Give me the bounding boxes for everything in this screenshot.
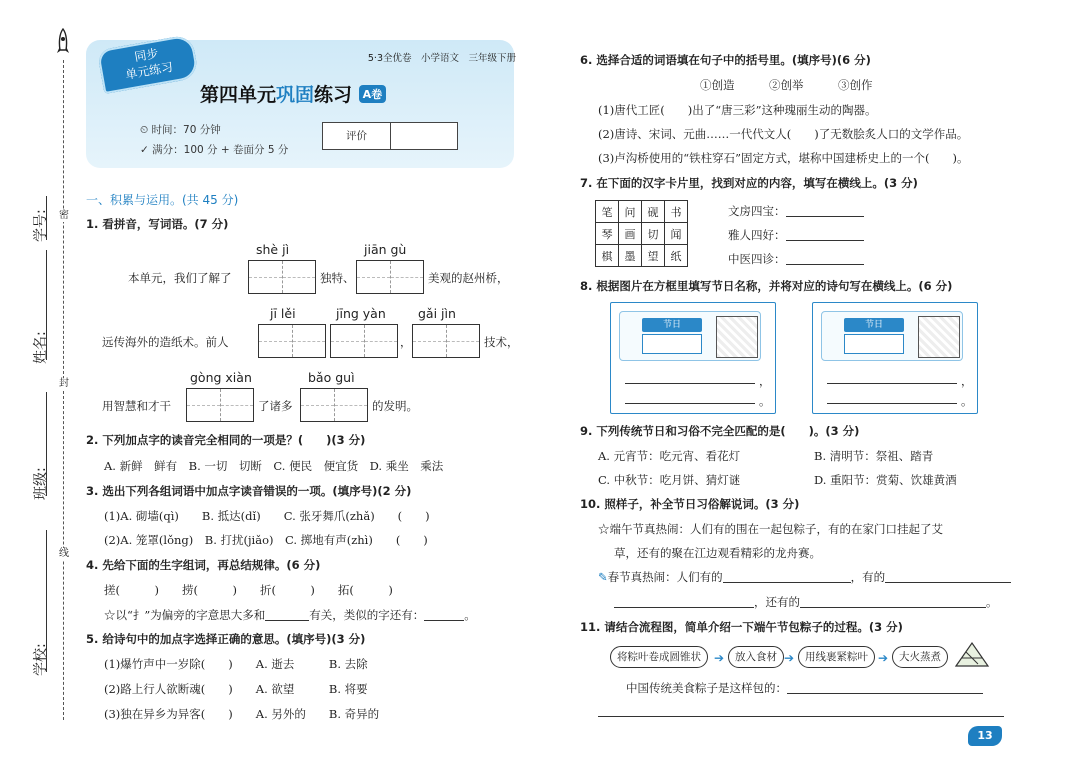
festival-label: 节日 (642, 318, 702, 332)
q2-heading (86, 432, 365, 448)
student-no-label: 学号: (33, 209, 49, 242)
school-field[interactable] (46, 530, 47, 672)
tag-line-2: 单元练习 (124, 59, 175, 82)
card-cell: 望 (642, 245, 665, 267)
q2-text: 2. 下列加点字的读音完全相同的一项是？( )(3 分) (86, 433, 366, 447)
card-cell: 笔 (596, 201, 619, 223)
q11-answer-line-1 (626, 680, 983, 696)
q11-heading (580, 619, 903, 635)
cut-word-envelope: 封 (59, 378, 69, 389)
pinyin-jilei: jī lěi (270, 306, 296, 321)
q4-row-2 (104, 607, 476, 623)
q7-field-2 (728, 227, 864, 243)
score-text: 满分：100 分 + 卷面分 5 分 (152, 144, 289, 156)
pinyin-jiangu: jiān gù (364, 242, 407, 257)
festival-name-box[interactable] (844, 334, 904, 354)
festival-card-2 (812, 302, 978, 414)
q7-text: 7. 在下面的汉字卡片里，找到对应的内容，填写在横线上。(3 分) (580, 176, 918, 190)
festival-panel (619, 311, 761, 361)
q10-fill-2-a: ，还有的 (754, 595, 800, 609)
q3-row-1: (1)A. 砌墙(qì) B. 抵达(dǐ) C. 张牙舞爪(zhǎ) ( ) (104, 509, 430, 523)
page-number: 13 (968, 726, 1002, 746)
class-label: 班级: (33, 467, 49, 500)
paper-badge: A卷 (359, 85, 387, 103)
q2-options: A. 新鲜 鲜有 B. 一切 切断 C. 便民 便宜货 D. 乘坐 乘法 (104, 459, 444, 473)
q1-line1-b: 独特、 (320, 271, 355, 285)
q7-field-3 (728, 251, 864, 267)
flow-step-2: 放入食材 (728, 646, 784, 668)
q10-blank-1[interactable] (723, 571, 851, 583)
evaluation-label: 评价 (323, 123, 391, 149)
arrow-right-icon: ➔ (784, 651, 795, 665)
title-part-2: 巩固 (276, 84, 315, 106)
q10-example-2: 草，还有的聚在江边观看精彩的龙舟赛。 (614, 546, 821, 560)
q7-blank-1[interactable] (786, 205, 864, 217)
festival-label: 节日 (844, 318, 904, 332)
q1-line3-a: 用智慧和才干 (102, 399, 171, 413)
answer-grid-gongxian[interactable] (186, 388, 254, 422)
card-cell: 书 (665, 201, 688, 223)
q6-text: 6. 选择合适的词语填在句子中的括号里。(填序号)(6 分) (580, 53, 871, 67)
name-label: 姓名: (33, 331, 49, 364)
school-label: 学校: (33, 643, 49, 676)
q4-blank-1[interactable] (265, 609, 309, 621)
q6-row-1: (1)唐代工匠( )出了“唐三彩”这种瑰丽生动的陶器。 (598, 103, 877, 117)
q9-option-c: C. 中秋节：吃月饼、猜灯谜 (598, 473, 741, 487)
flow-step-4: 大火蒸煮 (892, 646, 948, 668)
answer-grid-jiangu[interactable] (356, 260, 424, 294)
pinyin-gongxian: gòng xiàn (190, 370, 252, 385)
q7-blank-2[interactable] (786, 229, 864, 241)
q6-heading (580, 52, 871, 68)
check-icon: ✓ (140, 144, 153, 156)
poem-line-1[interactable] (827, 383, 957, 384)
char-card-grid (595, 200, 688, 267)
q8-text: 8. 根据图片在方框里填写节日名称，并将对应的诗句写在横线上。(6 分) (580, 279, 953, 293)
q3-text: 3. 选出下列各组词语中加点字读音错误的一项。(填序号)(2 分) (86, 484, 412, 498)
arrow-right-icon: ➔ (714, 651, 725, 665)
q10-fill-1 (598, 569, 1011, 585)
poem-period: 。 (759, 394, 771, 408)
q9-option-a: A. 元宵节：吃元宵、看花灯 (598, 449, 741, 463)
festival-name-box[interactable] (642, 334, 702, 354)
answer-grid-baogui[interactable] (300, 388, 368, 422)
evaluation-box (322, 122, 458, 150)
q4-heading (86, 557, 320, 573)
evaluation-field[interactable] (391, 123, 457, 149)
zongzi-icon (952, 640, 992, 670)
q5-row-3: (3)独在异乡为异客( ) A. 另外的 B. 奇异的 (104, 707, 380, 721)
q10-blank-3[interactable] (614, 596, 754, 608)
poem-line-1[interactable] (625, 383, 755, 384)
cut-line (63, 60, 64, 720)
title-part-1: 第四单元 (200, 84, 277, 106)
q4-row-2-a: ☆以“扌”为偏旁的字意思大多和 (104, 608, 266, 622)
q5-row-2: (2)路上行人欲断魂( ) A. 欲望 B. 将要 (104, 682, 368, 696)
card-cell: 棋 (596, 245, 619, 267)
q10-fill-2-b: 。 (986, 595, 998, 609)
answer-grid-gaijin[interactable] (412, 324, 480, 358)
flow-step-3: 用线裹紧粽叶 (798, 646, 875, 668)
q9-option-d: D. 重阳节：赏菊、饮雄黄酒 (814, 473, 957, 487)
q6-row-3: (3)卢沟桥使用的“铁柱穿石”固定方式，堪称中国建桥史上的一个( )。 (598, 151, 969, 165)
q10-fill-1-a: 春节真热闹：人们有的 (607, 570, 723, 584)
q1-line2-b: ， (400, 335, 412, 349)
q1-line1-c: 美观的赵州桥， (428, 271, 509, 285)
cut-word-seal: 密 (59, 210, 69, 221)
card-cell: 切 (642, 223, 665, 245)
q10-example-1: ☆端午节真热闹：人们有的围在一起包粽子，有的在家门口挂起了艾 (598, 522, 943, 536)
pinyin-baogui: bǎo guì (308, 370, 355, 385)
festival-card-1 (610, 302, 776, 414)
festival-panel (821, 311, 963, 361)
q11-blank-2[interactable] (598, 716, 1004, 717)
q10-blank-4[interactable] (800, 596, 986, 608)
q10-heading (580, 496, 799, 512)
q3-heading (86, 483, 411, 499)
poem-period: 。 (961, 394, 973, 408)
card-cell: 砚 (642, 201, 665, 223)
q4-row-2-b: 有关，类似的字还有： (309, 608, 425, 622)
card-cell: 问 (619, 201, 642, 223)
q7-blank-3[interactable] (786, 253, 864, 265)
tag-line-1: 同步 (133, 46, 160, 65)
student-no-field[interactable] (46, 196, 47, 240)
name-field[interactable] (46, 250, 47, 360)
q9-text: 9. 下列传统节日和习俗不完全匹配的是( )。(3 分) (580, 424, 860, 438)
section-heading: 一、积累与运用。(共 45 分) (86, 193, 239, 207)
q11-blank-1[interactable] (787, 682, 983, 694)
q11-text: 11. 请结合流程图，简单介绍一下端午节包粽子的过程。(3 分) (580, 620, 903, 634)
q1-text: 1. 看拼音，写词语。(7 分) (86, 217, 229, 231)
card-cell: 琴 (596, 223, 619, 245)
answer-grid-jingyan[interactable] (330, 324, 398, 358)
q3-row-2: (2)A. 笼罩(lǒng) B. 打扰(jiǎo) C. 掷地有声(zhì) ( ) (104, 533, 428, 547)
q7-label-2: 雅人四好： (728, 228, 786, 242)
time-info (140, 122, 221, 137)
q10-text: 10. 照样子，补全节日习俗解说词。(3 分) (580, 497, 800, 511)
q7-heading (580, 175, 918, 191)
q10-blank-2[interactable] (885, 571, 1011, 583)
card-cell: 纸 (665, 245, 688, 267)
q1-line3-b: 了诸多 (258, 399, 293, 413)
q4-row-1: 搓( ) 捞( ) 折( ) 拓( ) (104, 583, 393, 597)
q4-blank-2[interactable] (424, 609, 464, 621)
q4-row-2-c: 。 (464, 608, 476, 622)
poem-comma: ， (961, 374, 973, 388)
poem-comma: ， (759, 374, 771, 388)
poem-line-2[interactable] (827, 403, 957, 404)
pinyin-sheji: shè jì (256, 242, 290, 257)
pinyin-gaijin: gǎi jìn (418, 306, 456, 321)
q1-line2-a: 远传海外的造纸术。前人 (102, 335, 229, 349)
q7-label-3: 中医四诊： (728, 252, 786, 266)
series-label: 5·3全优卷 小学语文 三年级下册 (367, 53, 516, 64)
q1-line3-c: 的发明。 (372, 399, 418, 413)
q10-fill-1-b: ，有的 (850, 570, 886, 584)
q1-heading (86, 216, 228, 232)
q8-heading (580, 278, 952, 294)
card-cell: 墨 (619, 245, 642, 267)
q9-option-b: B. 清明节：祭祖、踏青 (814, 449, 934, 463)
flow-step-1: 将粽叶卷成圆锥状 (610, 646, 708, 668)
q7-label-1: 文房四宝： (728, 204, 786, 218)
pinyin-jingyan: jīng yàn (336, 306, 386, 321)
q7-field-1 (728, 203, 864, 219)
poem-line-2[interactable] (625, 403, 755, 404)
q1-line1-a: 本单元，我们了解了 (128, 271, 232, 285)
title-part-3: 练习 (314, 84, 353, 106)
q4-text: 4. 先给下面的生字组词，再总结规律。(6 分) (86, 558, 321, 572)
q6-row-2: (2)唐诗、宋词、元曲……一代代文人( )了无数脍炙人口的文学作品。 (598, 127, 969, 141)
rocket-icon (54, 28, 72, 58)
q5-heading (86, 631, 365, 647)
arrow-right-icon: ➔ (878, 651, 889, 665)
q11-answer-prompt: 中国传统美食粽子是这样包的： (626, 681, 787, 695)
q10-fill-2 (614, 594, 998, 610)
festival-picture (918, 316, 960, 358)
card-cell: 画 (619, 223, 642, 245)
score-info (140, 142, 288, 157)
answer-grid-sheji[interactable] (248, 260, 316, 294)
cut-word-line: 线 (59, 548, 69, 559)
festival-picture (716, 316, 758, 358)
time-text: 时间：70 分钟 (151, 124, 221, 136)
q6-options: ①创造 ②创举 ③创作 (700, 78, 873, 92)
card-cell: 闻 (665, 223, 688, 245)
class-field[interactable] (46, 392, 47, 496)
page-title (200, 80, 386, 107)
q9-heading (580, 423, 859, 439)
q5-text: 5. 给诗句中的加点字选择正确的意思。(填序号)(3 分) (86, 632, 366, 646)
q1-line2-c: 技术， (484, 335, 519, 349)
binding-strip (0, 0, 75, 763)
clock-icon: ⏲ (140, 124, 152, 136)
pen-icon: ✎ (598, 570, 608, 584)
q5-row-1: (1)爆竹声中一岁除( ) A. 逝去 B. 去除 (104, 657, 368, 671)
answer-grid-jilei[interactable] (258, 324, 326, 358)
